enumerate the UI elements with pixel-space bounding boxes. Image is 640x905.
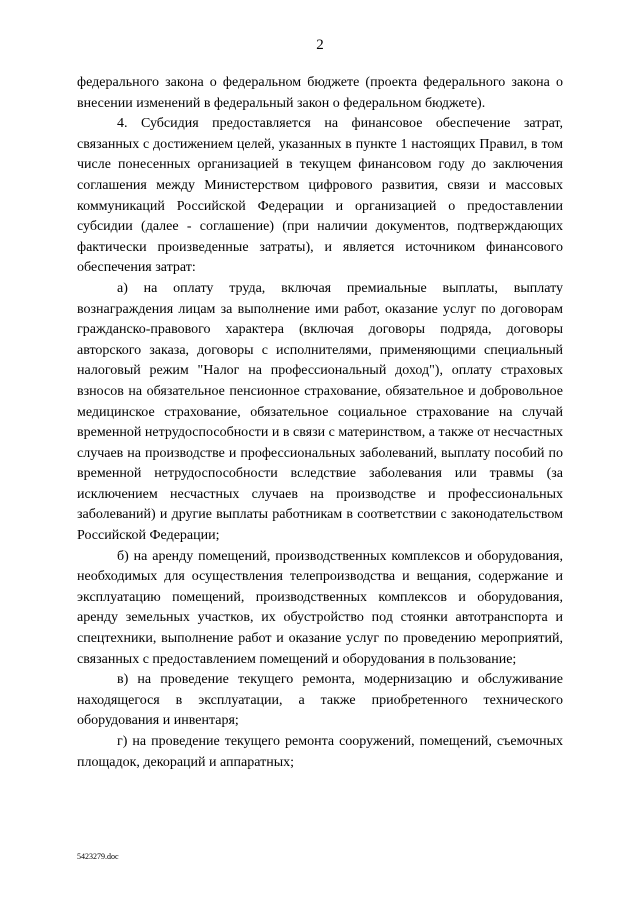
paragraph-continuation: федерального закона о федеральном бюджете (проекта федерального закона о внесении изменений в федеральный закон о федеральном бюджете). <box>77 75 563 111</box>
paragraph-subitem-a: а) на оплату труда, включая премиальные выплаты, выплату вознаграждения лицам за выполнение ими работ, оказание услуг по договорам гражданско-правового характера (включая договоры подряда, договоры авторского заказа, договоры с исполнителями, применяющими специальный налоговый режим "Налог на профессиональный доход"), оплату страховых взносов на обязательное пенсионное страхование, обязательное и добровольное медицинское страхование, обязательное социальное страхование на случай временной нетрудоспособности и в связи с материнством, а также от несчастных случаев на производстве и профессиональных заболеваний, выплату пособий по временной нетрудоспособности вследствие заболевания или травмы (за исключением несчастных случаев на производстве и профессиональных заболеваний) и другие выплаты работникам в соответствии с законодательством Российской Федерации; <box>77 280 563 544</box>
document-body <box>77 73 563 773</box>
paragraph-subitem-v: в) на проведение текущего ремонта, модернизацию и обслуживание находящегося в эксплуатации, а также приобретенного технического оборудования и инвентаря; <box>77 672 563 729</box>
paragraph-item-4: 4. Субсидия предоставляется на финансовое обеспечение затрат, связанных с достижением целей, указанных в пункте 1 настоящих Правил, в том числе понесенных организацией в текущем финансовом году до заключения соглашения между Министерством цифрового развития, связи и массовых коммуникаций Российской Федерации и организацией о предоставлении субсидии (далее - соглашение) (при наличии документов, подтверждающих фактически произведенные затраты), и является источником финансового обеспечения затрат: <box>77 116 563 276</box>
file-name-footer: 5423279.doc <box>77 852 119 861</box>
paragraph-subitem-b: б) на аренду помещений, производственных комплексов и оборудования, необходимых для осуществления телепроизводства и вещания, содержание и эксплуатацию помещений, производственных комплексов и оборудования, аренду земельных участков, их обустройство под стоянки автотранспорта и спецтехники, выполнение работ и оказание услуг по проведению мероприятий, связанных с предоставлением помещений и оборудования в пользование; <box>77 548 563 667</box>
paragraph-subitem-g: г) на проведение текущего ремонта сооружений, помещений, съемочных площадок, декораций и аппаратных; <box>77 734 563 770</box>
page-number: 2 <box>316 37 324 53</box>
